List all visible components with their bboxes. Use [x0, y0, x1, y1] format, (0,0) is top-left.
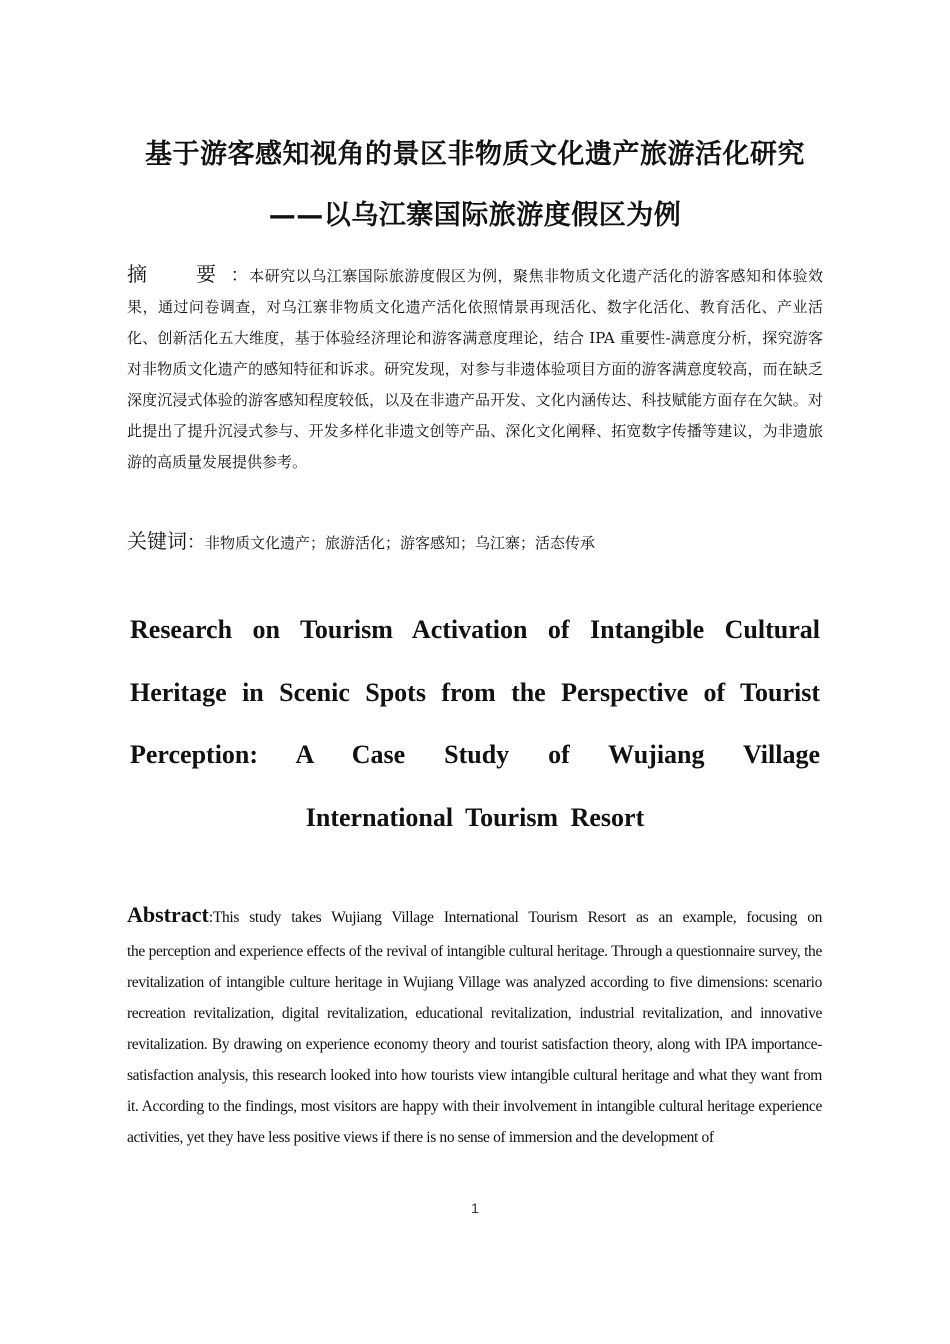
- chinese-abstract: [127, 259, 823, 478]
- english-abstract: [127, 896, 822, 1153]
- page-number: 1: [471, 1200, 479, 1216]
- english-abstract-text: the perception and experience effects of the revival of intangible cultural heritage. Through a questionnaire survey, the revitalization of intangible culture heritage in Wujiang Village was analyzed according to five dimensions: scenario recreation revitalization, digital revitalization, educational revitalization, industrial revitalization, and innovative revitalization. By drawing on experience economy theory and tourist satisfaction theory, along with IPA importance-satisfaction analysis, this research looked into how tourists view intangible cultural heritage and what they want from it. According to the findings, most visitors are happy with their involvement in intangible cultural heritage experience activities, yet they have less positive views if there is no sense of immersion and the development of: [127, 943, 822, 1146]
- english-abstract-first-line: [127, 896, 822, 936]
- chinese-keywords-label: 关键词: [127, 529, 187, 553]
- chinese-subtitle: ——以乌江寨国际旅游度假区为例: [268, 200, 682, 231]
- english-abstract-label: Abstract: [127, 902, 209, 927]
- chinese-abstract-label-colon: ：: [230, 265, 250, 286]
- english-abstract-label-colon: :: [208, 909, 213, 926]
- chinese-keywords: [127, 526, 823, 559]
- chinese-abstract-label: 摘 要: [127, 262, 231, 286]
- chinese-abstract-text: 本研究以乌江寨国际旅游度假区为例，聚焦非物质文化遗产活化的游客感知和体验效果，通过问卷调查，对乌江寨非物质文化遗产活化依照情景再现活化、数字化活化、教育活化、产业活化、创新活化五大维度，基于体验经济理论和游客满意度理论，结合 IPA 重要性-满意度分析，探究游客对非物质文化遗产的感知特征和诉求。研究发现，对参与非遗体验项目方面的游客满意度较高，而在缺乏深度沉浸式体验的游客感知程度较低，以及在非遗产品开发、文化内涵传达、科技赋能方面存在欠缺。对此提出了提升沉浸式参与、开发多样化非遗文创等产品、深化文化阐释、拓宽数字传播等建议，为非遗旅游的高质量发展提供参考。: [127, 267, 823, 471]
- chinese-keywords-text: 非物质文化遗产；旅游活化；游客感知；乌江寨；活态传承: [205, 534, 596, 552]
- english-title: Research on Tourism Activation of Intangible Cultural Heritage in Scenic Spots from the Perspective of Tourist Perception: A Case Study of Wujiang Village International Tourism Resort: [130, 615, 820, 832]
- chinese-keywords-label-colon: ：: [187, 532, 205, 553]
- english-abstract-first-line-text: This study takes Wujiang Village International Tourism Resort as an example, focusing on: [212, 909, 822, 926]
- chinese-title: 基于游客感知视角的景区非物质文化遗产旅游活化研究: [145, 139, 805, 170]
